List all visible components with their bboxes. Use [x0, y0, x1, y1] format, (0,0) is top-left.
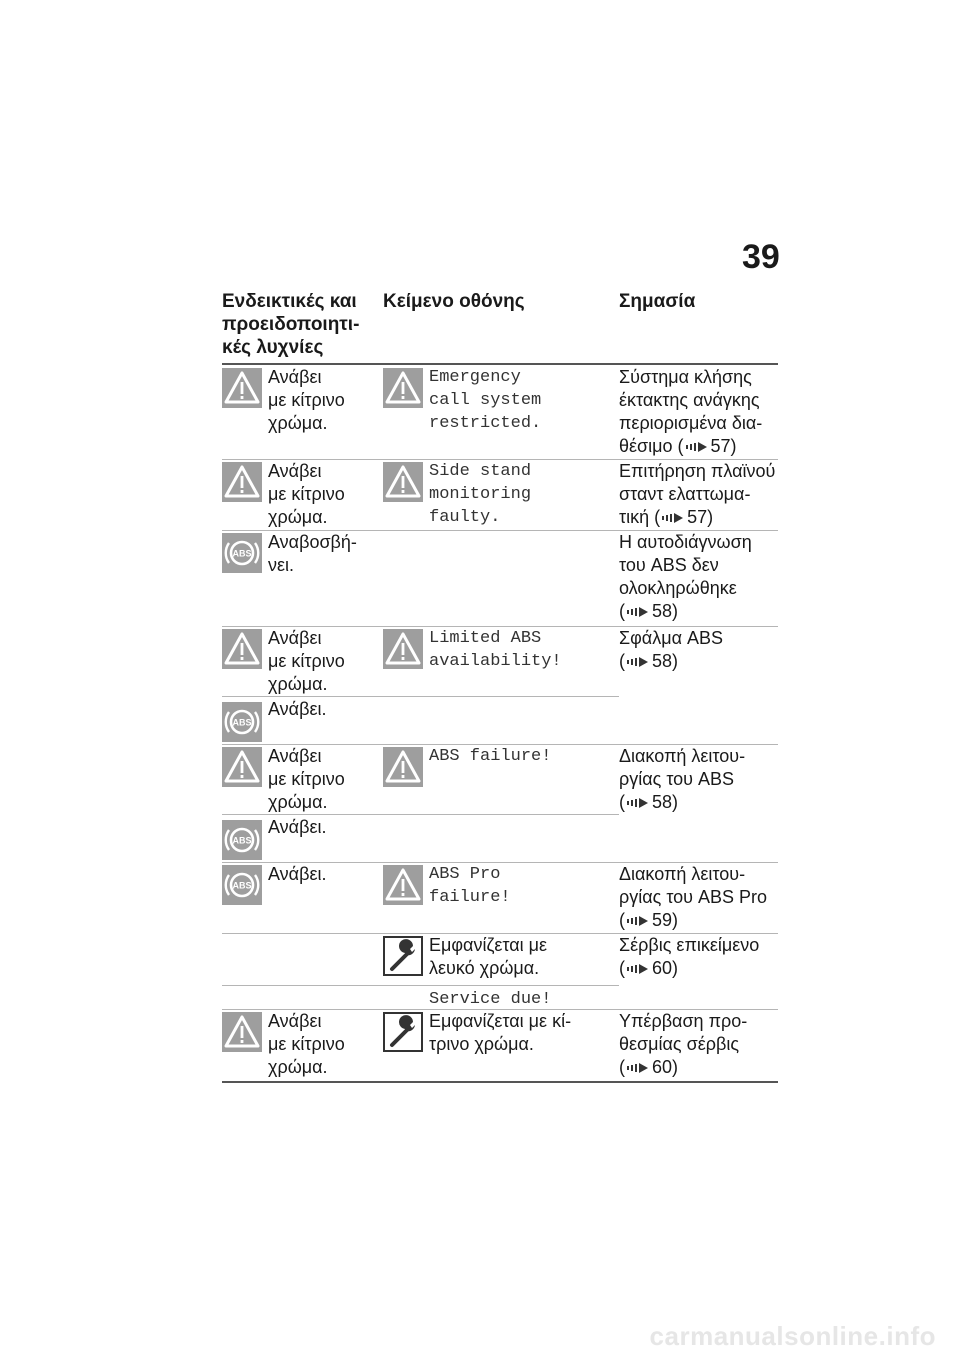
- meaning-text: ολοκληρώθηκε: [619, 578, 737, 598]
- reference-link[interactable]: [619, 1056, 678, 1079]
- abs-icon: [222, 533, 262, 578]
- meaning-text: περιορισμένα δια-: [619, 413, 763, 433]
- meaning-text: θέσιμο (: [619, 436, 684, 456]
- meaning-text: (: [619, 601, 625, 621]
- reference-arrow-icon: [662, 512, 684, 524]
- lamp-description: νει.: [268, 555, 295, 575]
- lamp-description: Ανάβει: [268, 1011, 322, 1031]
- page-reference: 58): [652, 651, 679, 671]
- column-header: Ενδεικτικές και: [222, 291, 357, 312]
- page-reference: 57): [710, 436, 737, 456]
- warning-triangle-icon: [222, 1012, 262, 1057]
- lamp-description: με κίτρινο: [268, 1034, 345, 1054]
- abs-icon-label: ABS: [232, 717, 252, 728]
- page-reference: 59): [652, 910, 679, 930]
- display-message: monitoring: [429, 485, 532, 504]
- reference-link[interactable]: [619, 600, 678, 623]
- page-reference: 60): [652, 958, 679, 978]
- warning-triangle-icon: [383, 462, 423, 507]
- page-reference: 57): [687, 507, 714, 527]
- display-description: τρινο χρώμα.: [429, 1034, 534, 1054]
- display-description: Εμφανίζεται με κί-: [429, 1011, 572, 1031]
- warning-triangle-icon: [222, 747, 262, 792]
- lamp-description: με κίτρινο: [268, 484, 345, 504]
- meaning-text: Σύστημα κλήσης: [619, 367, 752, 387]
- abs-icon: [222, 820, 262, 865]
- meaning-text: Διακοπή λειτου-: [619, 864, 746, 884]
- display-message: Side stand: [429, 462, 532, 481]
- warning-triangle-icon: [383, 747, 423, 792]
- meaning-text: (: [619, 910, 625, 930]
- abs-icon-label: ABS: [232, 880, 252, 891]
- reference-link[interactable]: [619, 791, 678, 814]
- meaning-text: Επιτήρηση πλαϊνού: [619, 461, 776, 481]
- meaning-text: θεσμίας σέρβις: [619, 1034, 739, 1054]
- row-divider: [222, 814, 619, 815]
- display-message: availability!: [429, 652, 562, 671]
- display-message: Emergency: [429, 368, 521, 387]
- display-description: λευκό χρώμα.: [429, 958, 540, 978]
- reference-arrow-icon: [627, 606, 649, 618]
- column-header: Κείμενο οθόνης: [383, 291, 525, 312]
- page-reference: 58): [652, 792, 679, 812]
- column-header: προειδοποιητι-: [222, 314, 360, 335]
- reference-arrow-icon: [627, 797, 649, 809]
- reference-link[interactable]: [619, 957, 678, 980]
- lamp-description: χρώμα.: [268, 1057, 328, 1077]
- meaning-text: Η αυτοδιάγνωση: [619, 532, 752, 552]
- lamp-description: Ανάβει: [268, 367, 322, 387]
- meaning-text: Σέρβις επικείμενο: [619, 935, 760, 955]
- lamp-description: με κίτρινο: [268, 769, 345, 789]
- display-description: Εμφανίζεται με: [429, 935, 548, 955]
- abs-icon-label: ABS: [232, 835, 252, 846]
- meaning-text: ργίας του ABS Pro: [619, 887, 768, 907]
- abs-icon: [222, 865, 262, 910]
- display-message: failure!: [429, 888, 511, 907]
- page-reference: 58): [652, 601, 679, 621]
- column-header: κές λυχνίες: [222, 337, 324, 358]
- lamp-description: Ανάβει.: [268, 864, 327, 884]
- abs-icon: [222, 702, 262, 747]
- display-message: ABS Pro: [429, 865, 501, 884]
- reference-link[interactable]: [619, 909, 678, 932]
- warning-triangle-icon: [222, 462, 262, 507]
- warning-triangle-icon: [383, 865, 423, 910]
- row-divider: [222, 696, 619, 697]
- reference-arrow-icon: [627, 963, 649, 975]
- display-message: Limited ABS: [429, 629, 542, 648]
- warning-triangle-icon: [383, 629, 423, 674]
- meaning-text: (: [619, 958, 625, 978]
- wrench-icon: [383, 1012, 423, 1057]
- reference-arrow-icon: [627, 915, 649, 927]
- page-reference: 60): [652, 1057, 679, 1077]
- lamp-description: χρώμα.: [268, 507, 328, 527]
- reference-link[interactable]: [619, 506, 713, 529]
- display-message: Service due!: [429, 990, 552, 1009]
- display-message: call system: [429, 391, 542, 410]
- meaning-text: (: [619, 792, 625, 812]
- row-divider: [222, 985, 619, 986]
- meaning-text: έκτακτης ανάγκης: [619, 390, 760, 410]
- lamp-description: χρώμα.: [268, 674, 328, 694]
- lamp-description: Ανάβει.: [268, 699, 327, 719]
- meaning-text: Διακοπή λειτου-: [619, 746, 746, 766]
- display-message: faulty.: [429, 508, 501, 527]
- meaning-text: τική (: [619, 507, 661, 527]
- row-divider: [222, 363, 778, 365]
- display-message: restricted.: [429, 414, 542, 433]
- meaning-text: Σφάλμα ABS: [619, 628, 724, 648]
- wrench-icon: [383, 936, 423, 981]
- warning-triangle-icon: [222, 629, 262, 674]
- meaning-text: Υπέρβαση προ-: [619, 1011, 748, 1031]
- lamp-description: Αναβοσβή-: [268, 532, 357, 552]
- warning-triangle-icon: [383, 368, 423, 413]
- reference-arrow-icon: [627, 1062, 649, 1074]
- reference-link[interactable]: [619, 435, 737, 458]
- reference-arrow-icon: [686, 441, 708, 453]
- meaning-text: (: [619, 651, 625, 671]
- display-message: ABS failure!: [429, 747, 552, 766]
- meaning-text: ργίας του ABS: [619, 769, 735, 789]
- lamp-description: με κίτρινο: [268, 651, 345, 671]
- meaning-text: (: [619, 1057, 625, 1077]
- lamp-description: Ανάβει: [268, 746, 322, 766]
- column-header: Σημασία: [619, 291, 696, 312]
- meaning-text: σταντ ελαττωμα-: [619, 484, 751, 504]
- lamp-description: Ανάβει: [268, 628, 322, 648]
- lamp-description: Ανάβει.: [268, 817, 327, 837]
- watermark: carmanualsonline.info: [649, 1321, 936, 1351]
- lamp-description: Ανάβει: [268, 461, 322, 481]
- lamp-description: χρώμα.: [268, 413, 328, 433]
- lamp-description: με κίτρινο: [268, 390, 345, 410]
- warning-triangle-icon: [222, 368, 262, 413]
- row-divider: [222, 1081, 778, 1083]
- abs-icon-label: ABS: [232, 548, 252, 559]
- reference-link[interactable]: [619, 650, 678, 673]
- reference-arrow-icon: [627, 656, 649, 668]
- lamp-description: χρώμα.: [268, 792, 328, 812]
- page-number: 39: [742, 238, 780, 276]
- meaning-text: του ABS δεν: [619, 555, 719, 575]
